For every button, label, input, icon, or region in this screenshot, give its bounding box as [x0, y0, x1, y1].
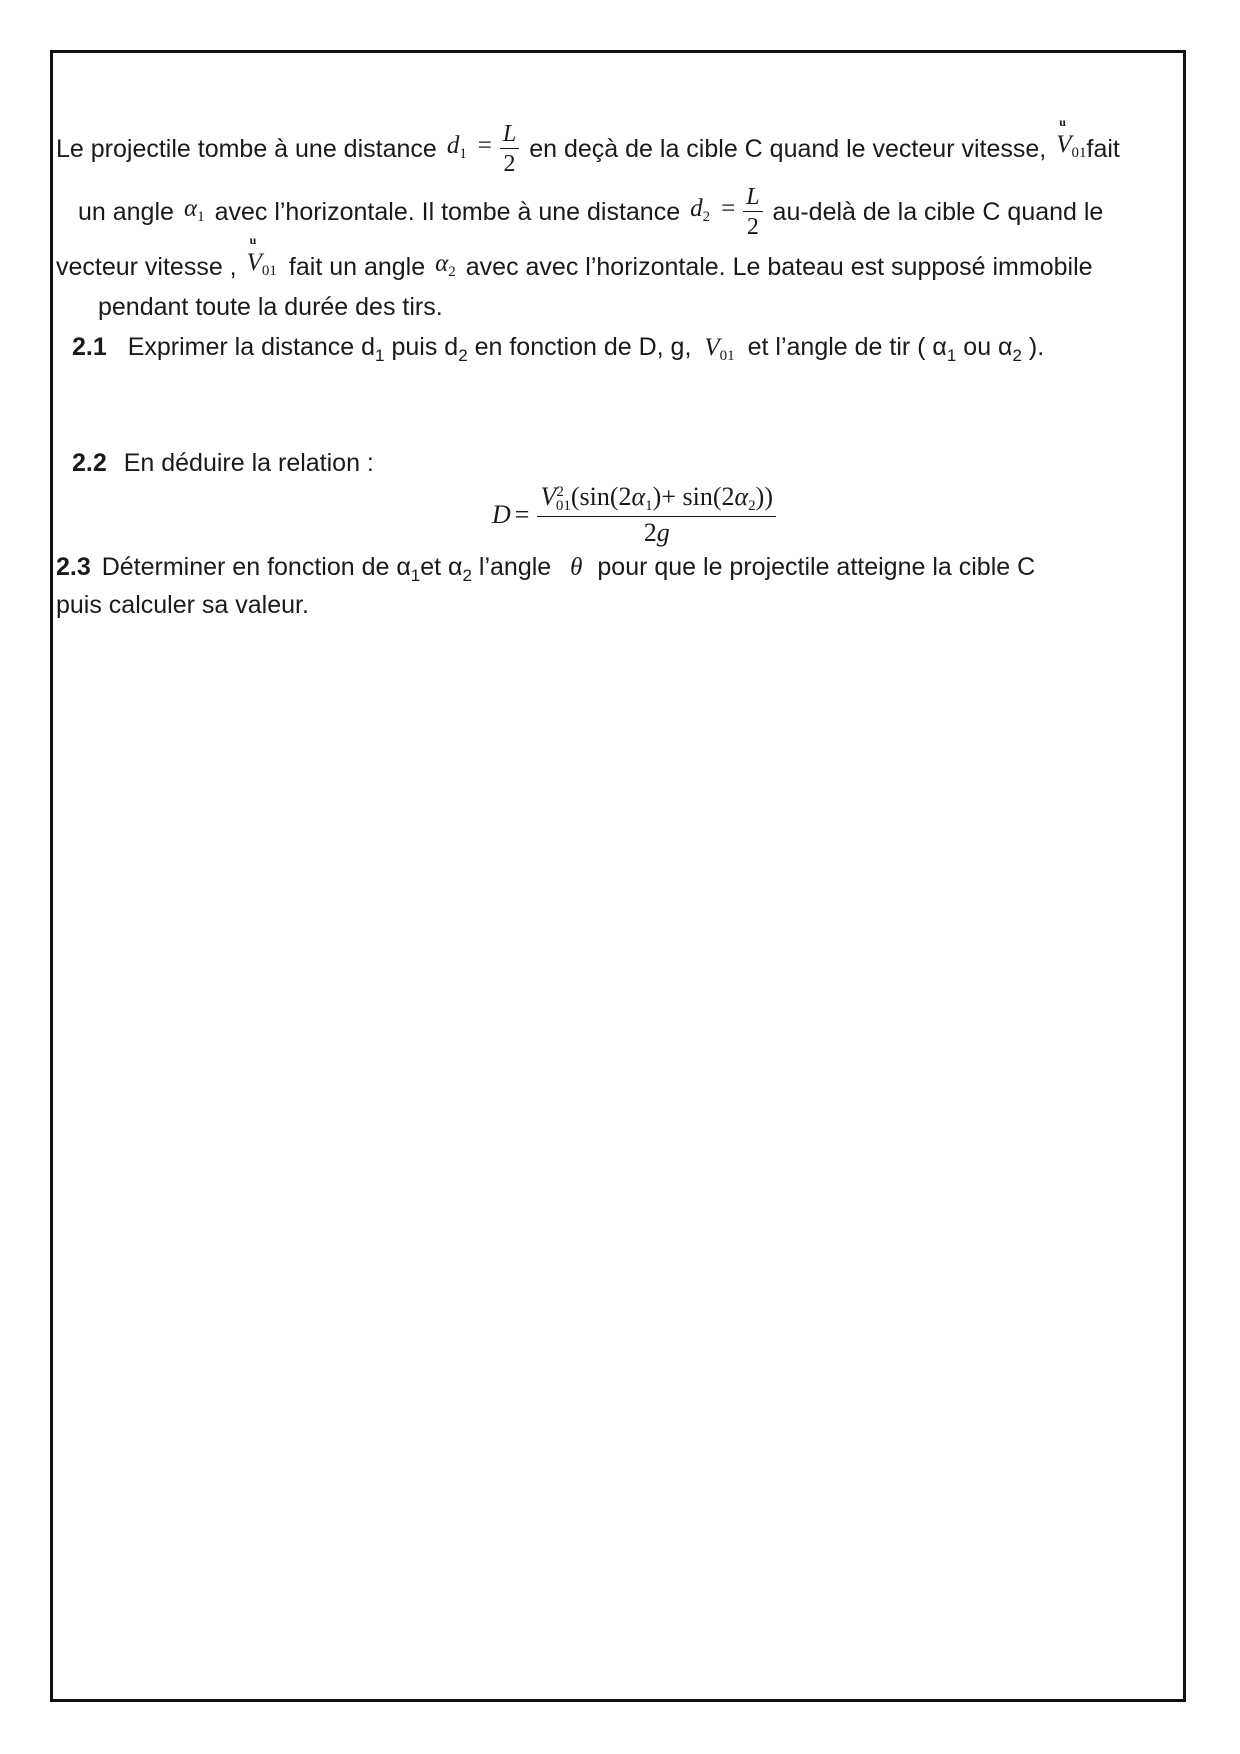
text: avec l’horizontale. Il tombe à une distance	[214, 198, 681, 226]
question-number: 2.1	[72, 333, 107, 361]
relation-formula: D = $\frac{V^2_{01}(\sin(2\alpha_1)+ \sin(2\alpha_2))}{2g}$	[86, 482, 1186, 548]
para-line-4	[56, 290, 1186, 330]
text: un angle	[78, 198, 174, 226]
math-d1: $d_1$ =	[446, 131, 492, 162]
question-number: 2.2	[72, 449, 107, 477]
text: fait un angle	[288, 253, 426, 281]
para-line-2	[56, 180, 1186, 244]
para-line-1	[56, 115, 1186, 180]
question-2-3-line-2: puis calculer sa valeur.	[56, 591, 309, 619]
question-2-3: 2.3 Déterminer en fonction de $\alpha_1et$ $\alpha_2$ l’angle θ pour que le projectile atteigne la cible C	[56, 553, 1036, 585]
para-line-3	[56, 233, 1186, 290]
math-theta: θ	[570, 554, 583, 581]
text: avec avec l’horizontale. Le bateau est supposé immobile	[465, 253, 1093, 281]
math-alpha1: $\alpha_1$	[183, 194, 205, 225]
text: au-delà de la cible C quand le	[772, 198, 1104, 226]
text: fait	[1086, 135, 1120, 163]
math-d2: $d_2$ =	[690, 194, 736, 225]
vector-v01: u $V_{01}$	[1056, 115, 1087, 161]
question-number: 2.3	[56, 553, 91, 581]
math-alpha2: $\alpha_2$	[435, 249, 456, 280]
formula-fraction: $\frac{V^2_{01}(\sin(2\alpha_1)+ \sin(2\alpha_2))}{2g}$	[537, 484, 776, 546]
text: en deçà de la cible C quand le vecteur vitesse,	[529, 135, 1047, 163]
question-2-2: 2.2 En déduire la relation :	[72, 449, 374, 477]
text: vecteur vitesse ,	[56, 253, 237, 281]
fraction-L-over-2: $\frac{L}{2}$	[743, 185, 762, 239]
document-body	[56, 115, 1186, 626]
text: pendant toute la durée des tirs.	[98, 293, 443, 321]
question-2-1: 2.1 Exprimer la distance $d_1$ puis $d_2$ en fonction de D, g, $V_{01}$ et l’angle de tir ( $\alpha_1$ ou $\alpha_2$ ).	[72, 333, 1045, 365]
fraction-L-over-2: $\frac{L}{2}$	[500, 122, 519, 176]
vector-v01: u $V_{01}$	[246, 233, 277, 279]
math-v01: $V_{01}$	[704, 334, 735, 364]
text: Le projectile tombe à une distance	[56, 135, 437, 163]
